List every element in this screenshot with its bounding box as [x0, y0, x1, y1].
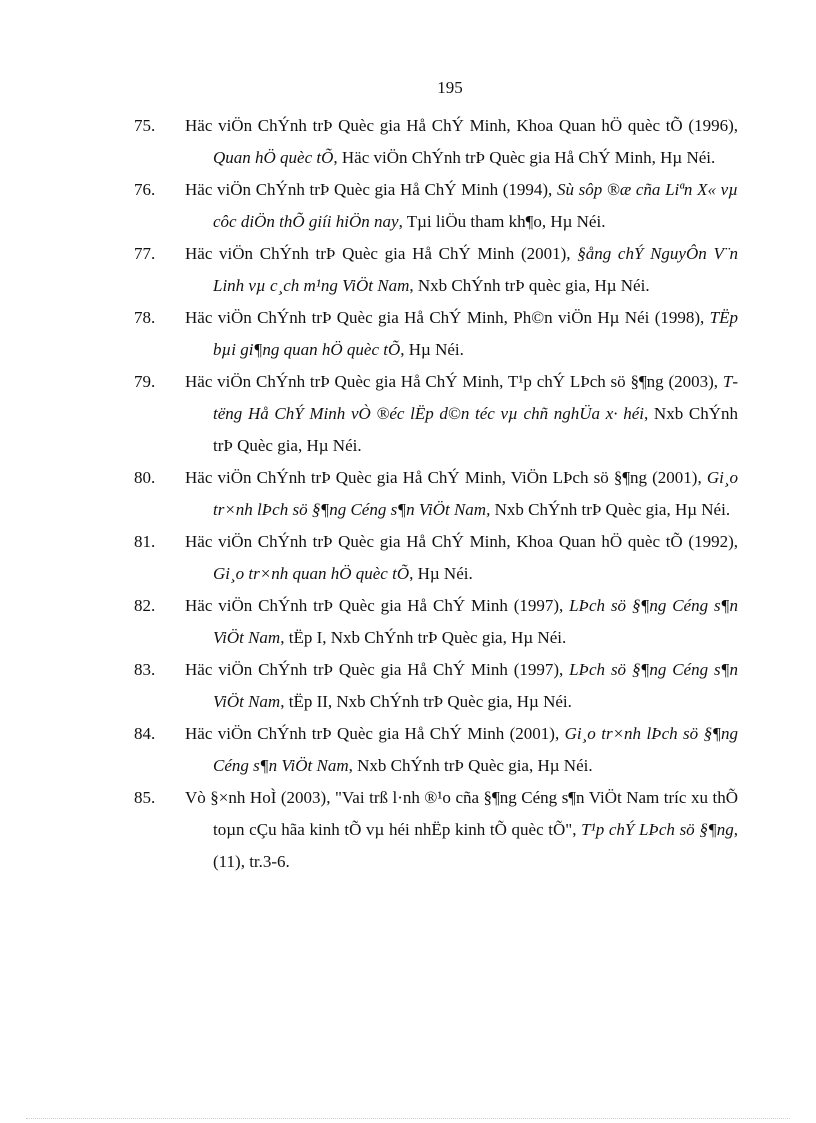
reference-number: 75. [134, 116, 156, 135]
reference-number: 83. [134, 660, 156, 679]
reference-tail: , (11), tr.3-6. [213, 820, 738, 871]
reference-text [185, 462, 738, 526]
reference-lead: Häc viÖn ChÝnh trÞ Quèc gia Hå ChÝ Minh (1994), [185, 180, 557, 199]
reference-number: 84. [134, 724, 156, 743]
reference-tail: , Hµ Néi. [400, 340, 464, 359]
reference-tail: , Nxb ChÝnh trÞ quèc gia, Hµ Néi. [409, 276, 650, 295]
reference-text [185, 782, 738, 878]
reference-item-77 [0, 238, 816, 302]
reference-title: Quan hÖ quèc tÕ [213, 148, 334, 167]
reference-lead: Häc viÖn ChÝnh trÞ Quèc gia Hå ChÝ Minh, T¹p chÝ LÞch sö §¶ng (2003), [185, 372, 723, 391]
reference-lead: Häc viÖn ChÝnh trÞ Quèc gia Hå ChÝ Minh (2001), [185, 244, 578, 263]
reference-title: Sù sôp ®æ cña Liªn X« vµ côc diÖn thÕ giíi hiÖn nay [213, 180, 738, 231]
reference-lead: Häc viÖn ChÝnh trÞ Quèc gia Hå ChÝ Minh, Khoa Quan hÖ quèc tÕ (1992), [185, 532, 738, 551]
reference-item-85 [0, 782, 816, 878]
reference-lead: Häc viÖn ChÝnh trÞ Quèc gia Hå ChÝ Minh (2001), [185, 724, 565, 743]
reference-title: Gi¸o tr×nh quan hÖ quèc tÕ [213, 564, 410, 583]
reference-text [185, 718, 738, 782]
reference-title: LÞch sö §¶ng Céng s¶n ViÖt Nam [213, 596, 738, 647]
reference-item-75 [0, 110, 816, 174]
reference-lead: Häc viÖn ChÝnh trÞ Quèc gia Hå ChÝ Minh (1997), [185, 660, 570, 679]
reference-tail: , tËp I, Nxb ChÝnh trÞ Quèc gia, Hµ Néi. [280, 628, 567, 647]
reference-text [185, 654, 738, 718]
reference-item-81 [0, 526, 816, 590]
reference-title: Gi¸o tr×nh lÞch sö §¶ng Céng s¶n ViÖt Nam, [213, 468, 738, 519]
reference-tail: , Hµ Néi. [409, 564, 473, 583]
reference-text [185, 366, 738, 462]
reference-title: §ång chÝ NguyÔn V¨n Linh vµ c¸ch m¹ng ViÖt Nam [213, 244, 738, 295]
reference-text [185, 526, 738, 590]
reference-lead: Vò §×nh HoÌ (2003), "Vai trß l·nh ®¹o cña §¶ng Céng s¶n ViÖt Nam tríc xu thÕ toµn cÇu hãa kinh tÕ vµ héi nhËp kinh tÕ quèc tÕ", [185, 788, 738, 839]
reference-number: 81. [134, 532, 156, 551]
reference-title: LÞch sö §¶ng Céng s¶n ViÖt Nam [213, 660, 738, 711]
reference-item-83 [0, 654, 816, 718]
reference-title: TËp bµi gi¶ng quan hÖ quèc tÕ [213, 308, 738, 359]
reference-title: Gi¸o tr×nh lÞch sö §¶ng Céng s¶n ViÖt Nam [213, 724, 738, 775]
reference-tail: , tËp II, Nxb ChÝnh trÞ Quèc gia, Hµ Néi. [280, 692, 572, 711]
reference-text [185, 302, 738, 366]
reference-list [0, 110, 816, 878]
reference-title: T¹p chÝ LÞch sö §¶ng [581, 820, 734, 839]
reference-item-80 [0, 462, 816, 526]
reference-lead: Häc viÖn ChÝnh trÞ Quèc gia Hå ChÝ Minh, ViÖn LÞch sö §¶ng (2001), [185, 468, 707, 487]
reference-tail: , Häc viÖn ChÝnh trÞ Quèc gia Hå ChÝ Minh, Hµ Néi. [333, 148, 716, 167]
reference-item-79 [0, 366, 816, 462]
reference-item-78 [0, 302, 816, 366]
reference-number: 76. [134, 180, 156, 199]
page-number: 195 [437, 78, 463, 97]
reference-text [185, 238, 738, 302]
reference-number: 79. [134, 372, 156, 391]
reference-tail: , Nxb ChÝnh trÞ Quèc gia, Hµ Néi. [213, 404, 738, 455]
reference-item-84 [0, 718, 816, 782]
reference-text [185, 590, 738, 654]
reference-number: 82. [134, 596, 156, 615]
reference-number: 80. [134, 468, 156, 487]
reference-tail: , Nxb ChÝnh trÞ Quèc gia, Hµ Néi. [348, 756, 593, 775]
reference-tail: Nxb ChÝnh trÞ Quèc gia, Hµ Néi. [490, 500, 731, 519]
reference-tail: , Tµi liÖu tham kh¶o, Hµ Néi. [398, 212, 606, 231]
page-bottom-rule [26, 1118, 790, 1119]
reference-lead: Häc viÖn ChÝnh trÞ Quèc gia Hå ChÝ Minh, Khoa Quan hÖ quèc tÕ (1996), [185, 116, 738, 135]
reference-text [185, 174, 738, 238]
reference-number: 78. [134, 308, 156, 327]
reference-item-82 [0, 590, 816, 654]
reference-text [185, 110, 738, 174]
reference-item-76 [0, 174, 816, 238]
reference-number: 85. [134, 788, 156, 807]
reference-lead: Häc viÖn ChÝnh trÞ Quèc gia Hå ChÝ Minh, Ph©n viÖn Hµ Néi (1998), [185, 308, 710, 327]
reference-lead: Häc viÖn ChÝnh trÞ Quèc gia Hå ChÝ Minh (1997), [185, 596, 570, 615]
reference-title: T tëng Hå ChÝ Minh vÒ ®éc lËp d©n téc vµ chñ nghÜa x· héi [213, 372, 738, 423]
reference-number: 77. [134, 244, 156, 263]
